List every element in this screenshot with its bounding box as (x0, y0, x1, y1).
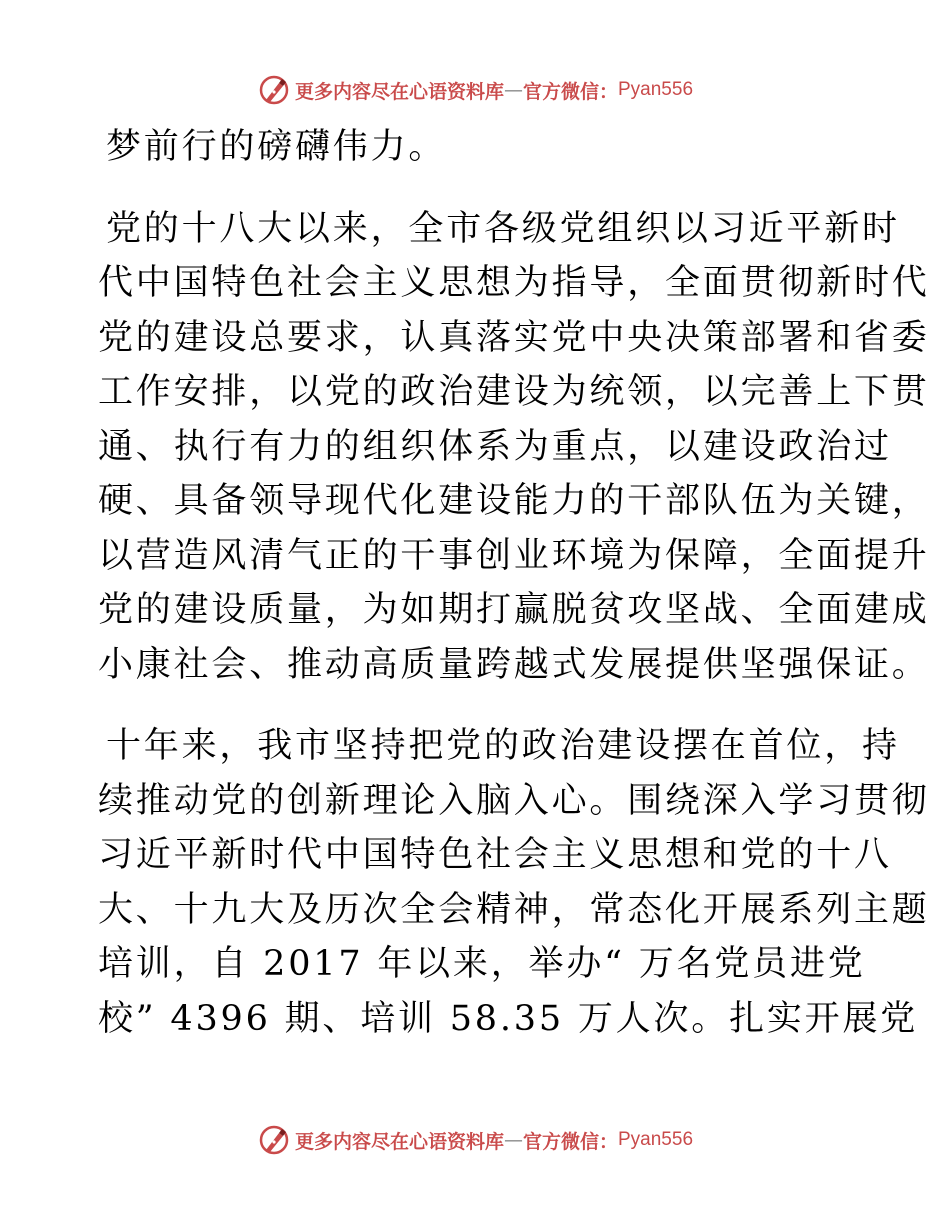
paragraph-2 (98, 202, 930, 693)
watermark-separator: — (503, 79, 523, 101)
fountain-pen-logo-icon (257, 73, 291, 107)
text-line: 党的十八大以来，全市各级党组织以习近平新时 (106, 208, 900, 249)
text-line: 续推动党的创新理论入脑入心。围绕深入学习贯彻 (98, 780, 930, 821)
watermark-separator: — (503, 1129, 523, 1151)
watermark-text: 更多内容尽在心语资料库 (294, 1130, 504, 1153)
text-line: 党的建设总要求，认真落实党中央决策部署和省委 (98, 317, 930, 358)
paragraph-1 (98, 120, 858, 175)
text-line: 通、执行有力的组织体系为重点，以建设政治过 (98, 426, 892, 467)
paragraph-3 (98, 719, 930, 1046)
text-line: 代中国特色社会主义思想为指导，全面贯彻新时代 (98, 263, 930, 303)
text-line: 以营造风清气正的干事创业环境为保障，全面提升 (98, 535, 930, 576)
footer-watermark (0, 1120, 950, 1160)
text-line: 党的建设质量，为如期打赢脱贫攻坚战、全面建成 (98, 590, 930, 630)
text-line: 十年来，我市坚持把党的政治建设摆在首位，持 (106, 726, 900, 766)
text-line: 梦前行的磅礴伟力。 (106, 127, 447, 167)
fountain-pen-logo-icon (257, 1123, 291, 1157)
watermark-wechat-label: 官方微信： (522, 1130, 618, 1153)
text-line: 工作安排，以党的政治建设为统领，以完善上下贯 (98, 372, 930, 412)
text-line: 习近平新时代中国特色社会主义思想和党的十八 (98, 835, 892, 875)
text-line: 小康社会、推动高质量跨越式发展提供坚强保证。 (98, 644, 930, 685)
text-line: 硬、具备领导现代化建设能力的干部队伍为关键， (98, 481, 930, 521)
text-line: 培训，自 2017 年以来，举办“ 万名党员进党 (98, 944, 866, 984)
watermark-text: 更多内容尽在心语资料库 (294, 80, 504, 103)
header-watermark (0, 70, 950, 110)
text-line: 校” 4396 期、培训 58.35 万人次。扎实开展党 (98, 998, 919, 1039)
watermark-wechat-label: 官方微信： (522, 80, 618, 103)
document-body (98, 120, 930, 1046)
watermark-wechat-id: Pyan556 (618, 79, 694, 100)
text-line: 大、十九大及历次全会精神，常态化开展系列主题 (98, 889, 930, 930)
watermark-wechat-id: Pyan556 (618, 1129, 694, 1150)
